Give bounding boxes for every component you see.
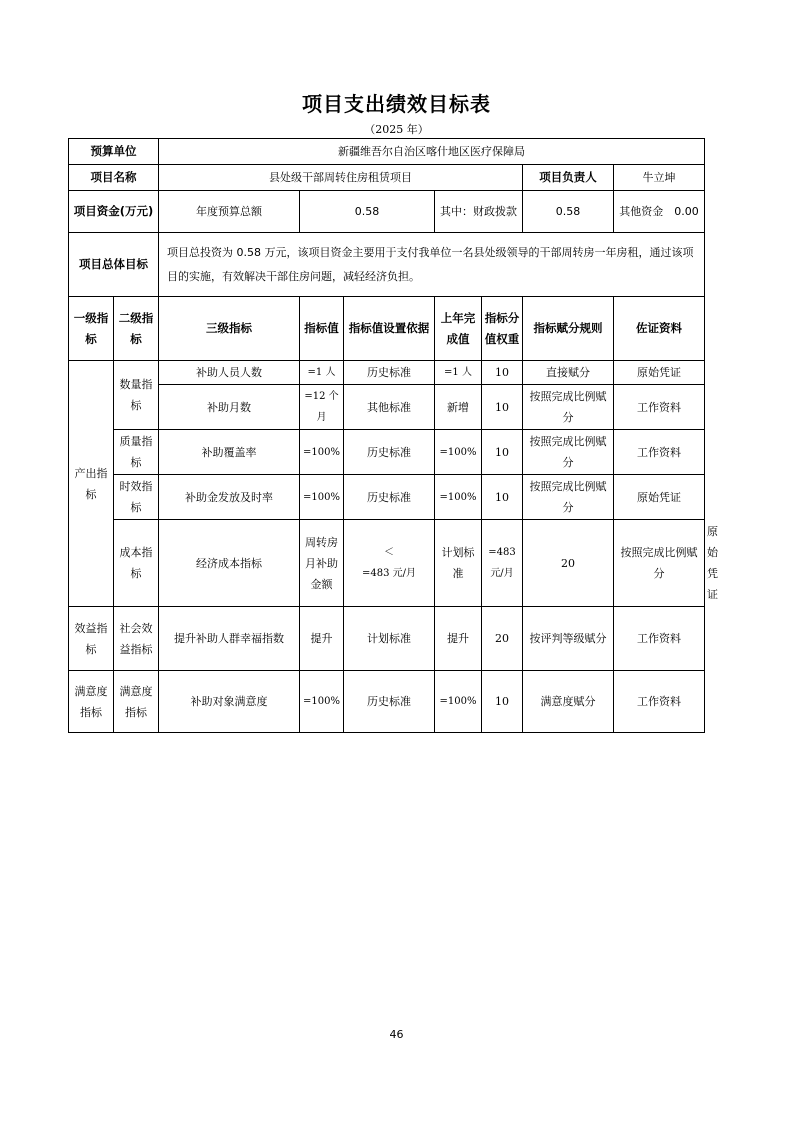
group-economic-cost: 经济成本指标 <box>159 520 300 607</box>
row-indicator: 周转房月补助金额 <box>300 520 344 607</box>
row-value: =100% <box>300 671 344 733</box>
col-header-rule: 指标赋分规则 <box>523 297 614 361</box>
row-basis: 历史标准 <box>344 671 435 733</box>
row-basis: 历史标准 <box>344 475 435 520</box>
row-rule: 按照完成比例赋分 <box>614 520 705 607</box>
row-last-year: 新增 <box>435 385 482 430</box>
project-name-value: 县处级干部周转住房租赁项目 <box>159 165 523 191</box>
row-value: =1 人 <box>300 361 344 385</box>
row-basis: 计划标准 <box>344 607 435 671</box>
col-header-level3: 三级指标 <box>159 297 300 361</box>
goal-text: 项目总投资为 0.58 万元，该项目资金主要用于支付我单位一名县处级领导的干部周转房一年房租，通过该项目的实施，有效解决干部住房问题，减轻经济负担。 <box>159 233 705 297</box>
other-funds-amount: 0.00 <box>674 205 699 218</box>
row-indicator: 补助人员人数 <box>159 361 300 385</box>
row-value <box>344 520 435 607</box>
row-weight: 10 <box>482 430 523 475</box>
fiscal-value: 0.58 <box>523 191 614 233</box>
row-weight: 10 <box>482 361 523 385</box>
other-funds-value <box>614 191 705 233</box>
group-satisfaction-sub: 满意度指标 <box>114 671 159 733</box>
group-cost: 成本指标 <box>114 520 159 607</box>
row-evidence: 原始凭证 <box>614 361 705 385</box>
row-indicator: 补助覆盖率 <box>159 430 300 475</box>
row-rule: 直接赋分 <box>523 361 614 385</box>
group-social-benefit: 社会效益指标 <box>114 607 159 671</box>
row-value-op: ＜ <box>384 547 394 558</box>
col-header-basis: 指标值设置依据 <box>344 297 435 361</box>
col-header-last-year: 上年完成值 <box>435 297 482 361</box>
row-indicator: 补助对象满意度 <box>159 671 300 733</box>
row-basis: 其他标准 <box>344 385 435 430</box>
row-weight: 20 <box>482 607 523 671</box>
annual-total-label: 年度预算总额 <box>159 191 300 233</box>
row-value-amount: =483 元/月 <box>361 568 416 579</box>
row-indicator: 提升补助人群幸福指数 <box>159 607 300 671</box>
row-value: 提升 <box>300 607 344 671</box>
other-funds-label: 其他资金 <box>619 205 664 218</box>
performance-target-table: 预算单位 新疆维吾尔自治区喀什地区医疗保障局 项目名称 县处级干部周转住房租赁项目 项目负责人 牛立坤 项目资金(万元) 年度预算总额 0.58 其中：财政拨款 0.58 其他资金 0.00 项目总体目标 项目总投资为 0.58 万元，该项目资金主要用于支付我单位一名县处级领导的干部周转房一年房租，通过该项目的实施，有效解决干部住房问题，减轻经济负担。 一级指标 二级指标 三级指标 指标值 指标值设置依据 上年完成值 指标分值权重 指标赋分规则 佐证资料 产出指标 数量指标 补助人员人数 =1 人 历史标准 =1 人 10 直接赋分 原始凭证 补助月数 =12 个月 其他标准 新增 10 按照完成比例赋分 工作资料 质量指标 补助覆盖率 =100% 历史标准 =100% 10 按照完成比例赋分 工作资料 时效指标 补助金发放及时率 =100% 历史标准 =100% 10 按照完成比例赋分 原始凭证 成本指标 经济成本指标 周转房月补助金额 ＜ =483 元/月 计划标准 =483 元/月 20 按照完成比例赋分 原始凭证 效益指标 社会效益指标 提升补助人群幸福指数 提升 计划标准 提升 20 按评判等级赋分 工作资料 满意度指标 满意度指标 补助对象满意度 =100% 历史标准 =100% 10 满意度赋分 工作资料 <box>68 138 705 733</box>
owner-label: 项目负责人 <box>523 165 614 191</box>
group-quality: 质量指标 <box>114 430 159 475</box>
row-value: =12 个月 <box>300 385 344 430</box>
group-quantity: 数量指标 <box>114 361 159 430</box>
row-last-year: =100% <box>435 475 482 520</box>
group-output: 产出指标 <box>69 361 114 607</box>
row-basis: 历史标准 <box>344 430 435 475</box>
row-rule: 按照完成比例赋分 <box>523 430 614 475</box>
col-header-evidence: 佐证资料 <box>614 297 705 361</box>
row-rule: 按评判等级赋分 <box>523 607 614 671</box>
page-number: 46 <box>389 1028 404 1041</box>
budget-unit-label: 预算单位 <box>69 139 159 165</box>
page-title: 项目支出绩效目标表 <box>302 92 491 116</box>
row-last-year: =100% <box>435 671 482 733</box>
row-basis: 计划标准 <box>435 520 482 607</box>
funds-label: 项目资金(万元) <box>69 191 159 233</box>
row-indicator: 补助月数 <box>159 385 300 430</box>
row-last-year: =100% <box>435 430 482 475</box>
row-weight: 20 <box>523 520 614 607</box>
row-last-year: 提升 <box>435 607 482 671</box>
row-evidence: 原始凭证 <box>614 475 705 520</box>
project-name-label: 项目名称 <box>69 165 159 191</box>
group-benefit: 效益指标 <box>69 607 114 671</box>
row-indicator: 补助金发放及时率 <box>159 475 300 520</box>
col-header-value: 指标值 <box>300 297 344 361</box>
annual-total-value: 0.58 <box>300 191 435 233</box>
fiscal-label: 其中：财政拨款 <box>435 191 523 233</box>
row-evidence: 工作资料 <box>614 607 705 671</box>
goal-label: 项目总体目标 <box>69 233 159 297</box>
col-header-level2: 二级指标 <box>114 297 159 361</box>
group-timeliness: 时效指标 <box>114 475 159 520</box>
owner-value: 牛立坤 <box>614 165 705 191</box>
row-evidence: 工作资料 <box>614 671 705 733</box>
row-rule: 按照完成比例赋分 <box>523 385 614 430</box>
row-value: =100% <box>300 430 344 475</box>
col-header-weight: 指标分值权重 <box>482 297 523 361</box>
col-header-level1: 一级指标 <box>69 297 114 361</box>
year-label: （2025 年） <box>364 123 429 136</box>
row-weight: 10 <box>482 385 523 430</box>
row-weight: 10 <box>482 475 523 520</box>
group-satisfaction: 满意度指标 <box>69 671 114 733</box>
row-rule: 按照完成比例赋分 <box>523 475 614 520</box>
row-evidence: 工作资料 <box>614 430 705 475</box>
row-rule: 满意度赋分 <box>523 671 614 733</box>
row-last-year: =483 元/月 <box>482 520 523 607</box>
row-evidence: 工作资料 <box>614 385 705 430</box>
row-weight: 10 <box>482 671 523 733</box>
row-value: =100% <box>300 475 344 520</box>
row-last-year: =1 人 <box>435 361 482 385</box>
budget-unit-value: 新疆维吾尔自治区喀什地区医疗保障局 <box>159 139 705 165</box>
row-basis: 历史标准 <box>344 361 435 385</box>
